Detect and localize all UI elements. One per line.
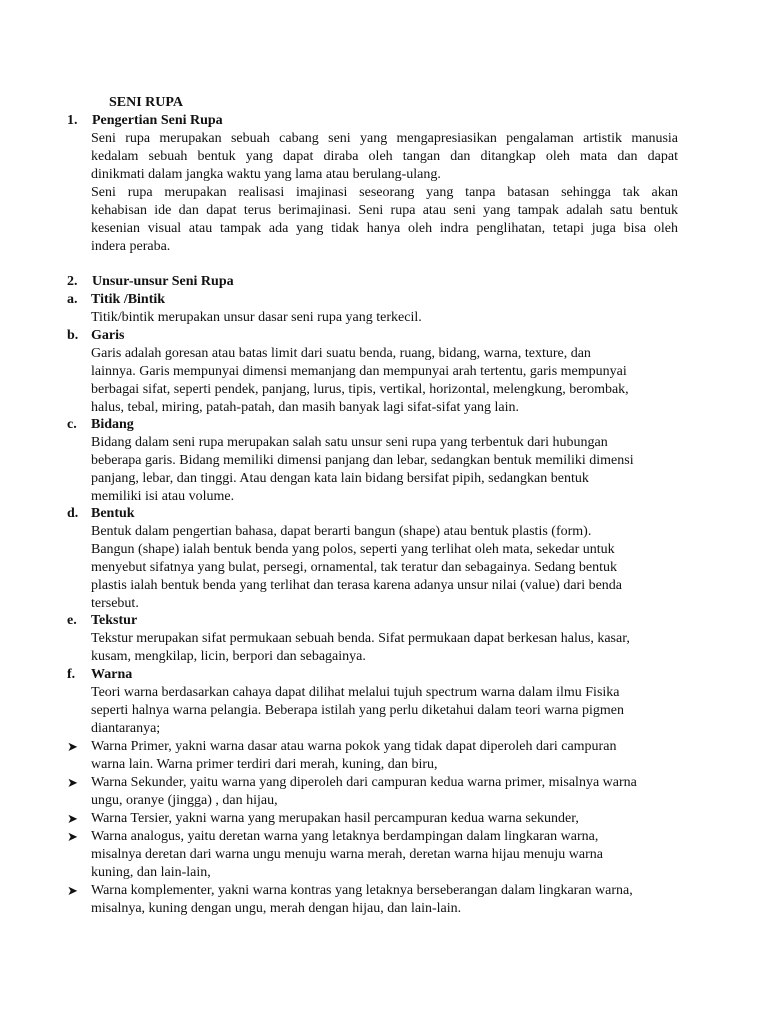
paragraph-line: plastis ialah bentuk benda yang terlihat dan terasa karena adanya unsur nilai (value) dari benda — [91, 578, 623, 593]
subsection-titik-heading — [67, 291, 165, 309]
bullet-line: warna lain. Warna primer terdiri dari merah, kuning, dan biru, — [91, 757, 438, 772]
section-1-title: Pengertian Seni Rupa — [92, 113, 223, 128]
arrowhead-bullet-icon: ➤ — [67, 811, 78, 826]
bullet-line: Warna Primer, yakni warna dasar atau warna pokok yang tidak dapat diperoleh dari campuran — [91, 739, 617, 754]
bullet-item — [67, 810, 687, 828]
paragraph-line: Seni rupa merupakan realisasi imajinasi seseorang yang tanpa batasan sehingga tak akan — [91, 185, 678, 200]
paragraph-line: Bidang dalam seni rupa merupakan salah satu unsur seni rupa yang terbentuk dari hubungan — [91, 435, 608, 450]
bullet-line: Warna Tersier, yakni warna yang merupakan hasil percampuran kedua warna sekunder, — [91, 811, 579, 826]
subsection-letter: a. — [67, 292, 78, 307]
paragraph-line: kehabisan ide dan dapat terus berimajinasi. Seni rupa atau seni yang tampak adalah satu bentuk — [91, 203, 678, 218]
paragraph-line: beberapa garis. Bidang memiliki dimensi panjang dan lebar, sedangkan bentuk memiliki dimensi — [91, 453, 634, 468]
arrowhead-bullet-icon: ➤ — [67, 883, 78, 898]
subsection-bidang-text — [91, 434, 678, 506]
bullet-item — [67, 774, 687, 810]
subsection-bidang-heading — [67, 416, 134, 434]
subsection-letter: c. — [67, 417, 77, 432]
arrowhead-bullet-icon: ➤ — [67, 739, 78, 754]
paragraph-line: Bentuk dalam pengertian bahasa, dapat berarti bangun (shape) atau bentuk plastis (form). — [91, 524, 592, 539]
subsection-garis-heading — [67, 327, 124, 345]
bullet-item — [67, 738, 687, 774]
bullet-line: kuning, dan lain-lain, — [91, 865, 211, 880]
paragraph-line: berbagai sifat, seperti pendek, panjang, lurus, tipis, vertikal, horizontal, melengkung, berombak, — [91, 382, 629, 397]
subsection-title: Tekstur — [91, 613, 138, 628]
subsection-warna-heading — [67, 666, 132, 684]
arrowhead-bullet-icon: ➤ — [67, 829, 78, 844]
paragraph-line: kesenian visual atau tampak ada yang tidak hanya oleh indra penglihatan, tetapi juga bisa oleh — [91, 221, 678, 236]
arrowhead-bullet-icon: ➤ — [67, 775, 78, 790]
paragraph-line: tersebut. — [91, 596, 139, 611]
subsection-tekstur-heading — [67, 612, 137, 630]
section-1-paragraph-1 — [91, 130, 678, 184]
bullet-line: ungu, oranye (jingga) , dan hijau, — [91, 793, 278, 808]
subsection-warna-text — [91, 684, 678, 738]
paragraph-line: dinikmati dalam jangka waktu yang lama atau berulang-ulang. — [91, 167, 441, 182]
section-2-title: Unsur-unsur Seni Rupa — [92, 274, 234, 289]
bullet-item — [67, 882, 687, 918]
document-title: SENI RUPA — [109, 95, 184, 110]
paragraph-line: menyebut sifatnya yang bulat, persegi, ornamental, tak teratur dan sebagainya. Sedang bentuk — [91, 560, 617, 575]
paragraph-line: Bangun (shape) ialah bentuk benda yang polos, seperti yang terlihat oleh mata, sekedar untuk — [91, 542, 615, 557]
paragraph-line: Tekstur merupakan sifat permukaan sebuah benda. Sifat permukaan dapat berkesan halus, kasar, — [91, 631, 630, 646]
section-1-paragraph-2 — [91, 184, 678, 256]
subsection-letter: d. — [67, 506, 79, 521]
paragraph-line: halus, tebal, miring, patah-patah, dan masih banyak lagi sifat-sifat yang lain. — [91, 400, 520, 415]
subsection-title: Bentuk — [91, 506, 135, 521]
bullet-line: Warna analogus, yaitu deretan warna yang letaknya berdampingan dalam lingkaran warna, — [91, 829, 599, 844]
paragraph-line: panjang, lebar, dan tinggi. Atau dengan kata lain bidang bersifat pipih, sedangkan bentuk — [91, 471, 589, 486]
bullet-line: Warna Sekunder, yaitu warna yang diperoleh dari campuran kedua warna primer, misalnya warna — [91, 775, 637, 790]
paragraph-line: kusam, mengkilap, licin, berpori dan sebagainya. — [91, 649, 366, 664]
paragraph-line: Titik/bintik merupakan unsur dasar seni rupa yang terkecil. — [91, 310, 422, 325]
paragraph-line: seperti halnya warna pelangia. Beberapa istilah yang perlu diketahui dalam teori warna pigmen — [91, 703, 624, 718]
section-2-heading — [67, 273, 234, 291]
paragraph-line: Garis adalah goresan atau batas limit dari suatu benda, ruang, bidang, warna, texture, dan — [91, 346, 591, 361]
subsection-letter: f. — [67, 667, 76, 682]
subsection-title: Warna — [91, 667, 133, 682]
section-1-heading — [67, 112, 223, 130]
bullet-line: Warna komplementer, yakni warna kontras yang letaknya berseberangan dalam lingkaran warna, — [91, 883, 633, 898]
subsection-bentuk-heading — [67, 505, 135, 523]
bullet-line: misalnya deretan dari warna ungu menuju warna merah, deretan warna hijau menuju warna — [91, 847, 603, 862]
paragraph-line: Teori warna berdasarkan cahaya dapat dilihat melalui tujuh spectrum warna dalam ilmu Fisika — [91, 685, 620, 700]
subsection-title: Garis — [91, 328, 125, 343]
bullet-item — [67, 828, 687, 882]
subsection-title: Titik /Bintik — [91, 292, 166, 307]
paragraph-line: kedalam sebuah bentuk yang dapat diraba oleh tangan dan ditangkap oleh mata dan dapat — [91, 149, 678, 164]
section-2-number: 2. — [67, 274, 78, 289]
subsection-bentuk-text — [91, 523, 678, 613]
bullet-line: misalnya, kuning dengan ungu, merah dengan hijau, dan lain-lain. — [91, 901, 462, 916]
paragraph-line: Seni rupa merupakan sebuah cabang seni yang mengapresiasikan pengalaman artistik manusia — [91, 131, 678, 146]
section-1-number: 1. — [67, 113, 78, 128]
paragraph-line: lainnya. Garis mempunyai dimensi memanjang dan mempunyai arah tertentu, garis mempunyai — [91, 364, 627, 379]
subsection-tekstur-text — [91, 630, 678, 666]
subsection-letter: e. — [67, 613, 77, 628]
subsection-titik-text — [91, 309, 678, 327]
paragraph-line: indera peraba. — [91, 239, 171, 254]
subsection-title: Bidang — [91, 417, 134, 432]
paragraph-line: memiliki isi atau volume. — [91, 489, 235, 504]
subsection-garis-text — [91, 345, 678, 417]
paragraph-line: diantaranya; — [91, 721, 161, 736]
subsection-letter: b. — [67, 328, 79, 343]
